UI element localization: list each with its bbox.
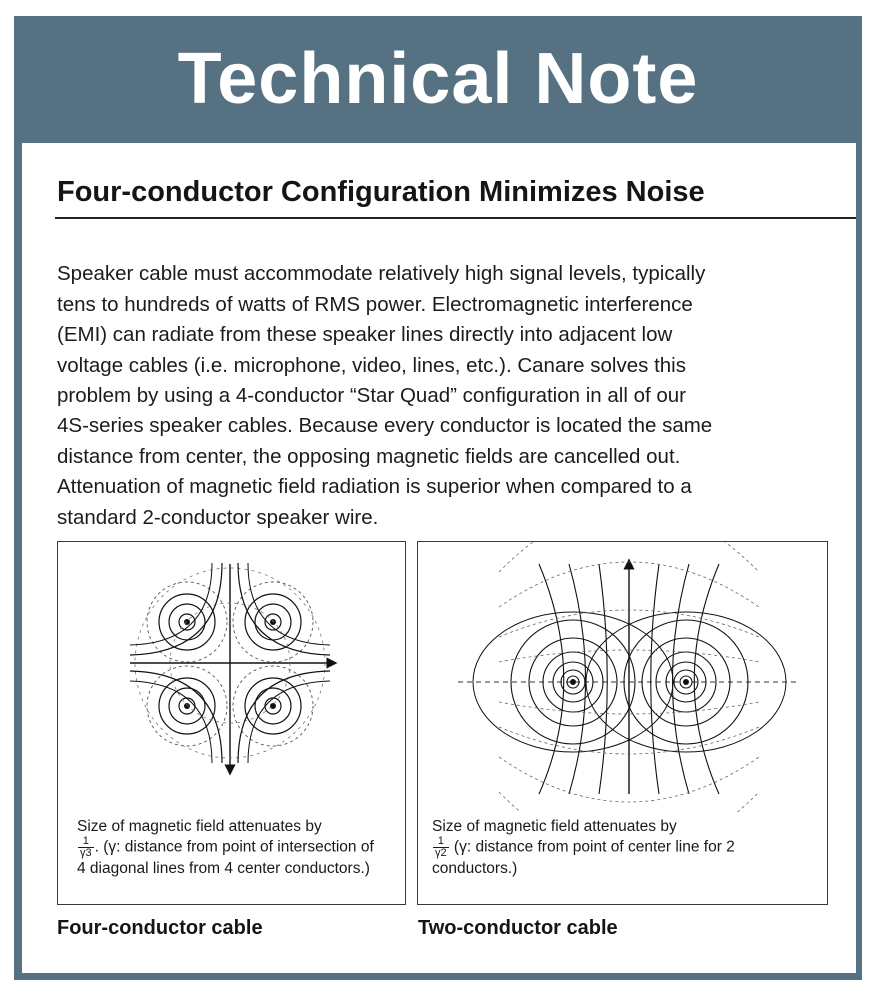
banner (14, 16, 862, 142)
conductor-dot (570, 679, 576, 685)
four-conductor-figure (57, 541, 406, 905)
flux-line (248, 563, 330, 645)
two-conductor-label: Two-conductor cable (418, 917, 618, 939)
flux-line (238, 671, 330, 763)
conductor-dot (270, 619, 276, 625)
flux-line (130, 563, 212, 645)
two-conductor-figure (417, 541, 828, 905)
paragraph-line: voltage cables (i.e. microphone, video, lines, etc.). Canare solves this (57, 353, 686, 377)
four-conductor-field-diagram (58, 542, 404, 812)
paragraph-line: Attenuation of magnetic field radiation is superior when compared to a (57, 475, 692, 499)
article-heading: Four-conductor Configuration Minimizes Noise (57, 176, 705, 208)
four-conductor-label: Four-conductor cable (57, 917, 263, 939)
caption-rest: (γ: distance from point of center line for 2 conductors.) (432, 838, 735, 877)
paragraph-line: problem by using a 4-conductor “Star Quad” configuration in all of our (57, 384, 687, 408)
paragraph-line: 4S-series speaker cables. Because every conductor is located the same (57, 414, 713, 438)
attenuation-fraction (433, 836, 449, 859)
paragraph-line: (EMI) can radiate from these speaker lines directly into adjacent low (57, 323, 673, 347)
paragraph-line: standard 2-conductor speaker wire. (57, 505, 379, 529)
two-conductor-field-diagram (418, 542, 826, 812)
flux-line (130, 563, 222, 655)
conductor-dot (184, 703, 190, 709)
fraction-numerator: 1 (78, 836, 94, 848)
four-conductor-caption (77, 817, 377, 878)
two-conductor-caption (432, 817, 812, 878)
attenuation-fraction (78, 836, 94, 859)
flux-line (130, 671, 222, 763)
conductor-dot (683, 679, 689, 685)
caption-line: Size of magnetic field attenuates by (77, 818, 322, 835)
fraction-denominator: γ2 (435, 847, 447, 859)
article-paragraph (57, 229, 817, 533)
paragraph-line: Speaker cable must accommodate relatively high signal levels, typically (57, 262, 706, 286)
conductor-dot (270, 703, 276, 709)
heading-rule (55, 217, 856, 219)
caption-line: Size of magnetic field attenuates by (432, 818, 677, 835)
fraction-numerator: 1 (433, 836, 449, 848)
caption-rest: . (γ: distance from point of intersection of 4 diagonal lines from 4 center conductors.) (77, 838, 374, 877)
banner-title: Technical Note (177, 39, 699, 119)
paragraph-line: distance from center, the opposing magnetic fields are cancelled out. (57, 444, 681, 468)
paragraph-line: tens to hundreds of watts of RMS power. Electromagnetic interference (57, 292, 693, 316)
fraction-denominator: γ3 (80, 847, 92, 859)
flux-line (569, 564, 586, 794)
conductor-dot (184, 619, 190, 625)
flux-line (651, 564, 659, 794)
flux-line (238, 563, 330, 655)
